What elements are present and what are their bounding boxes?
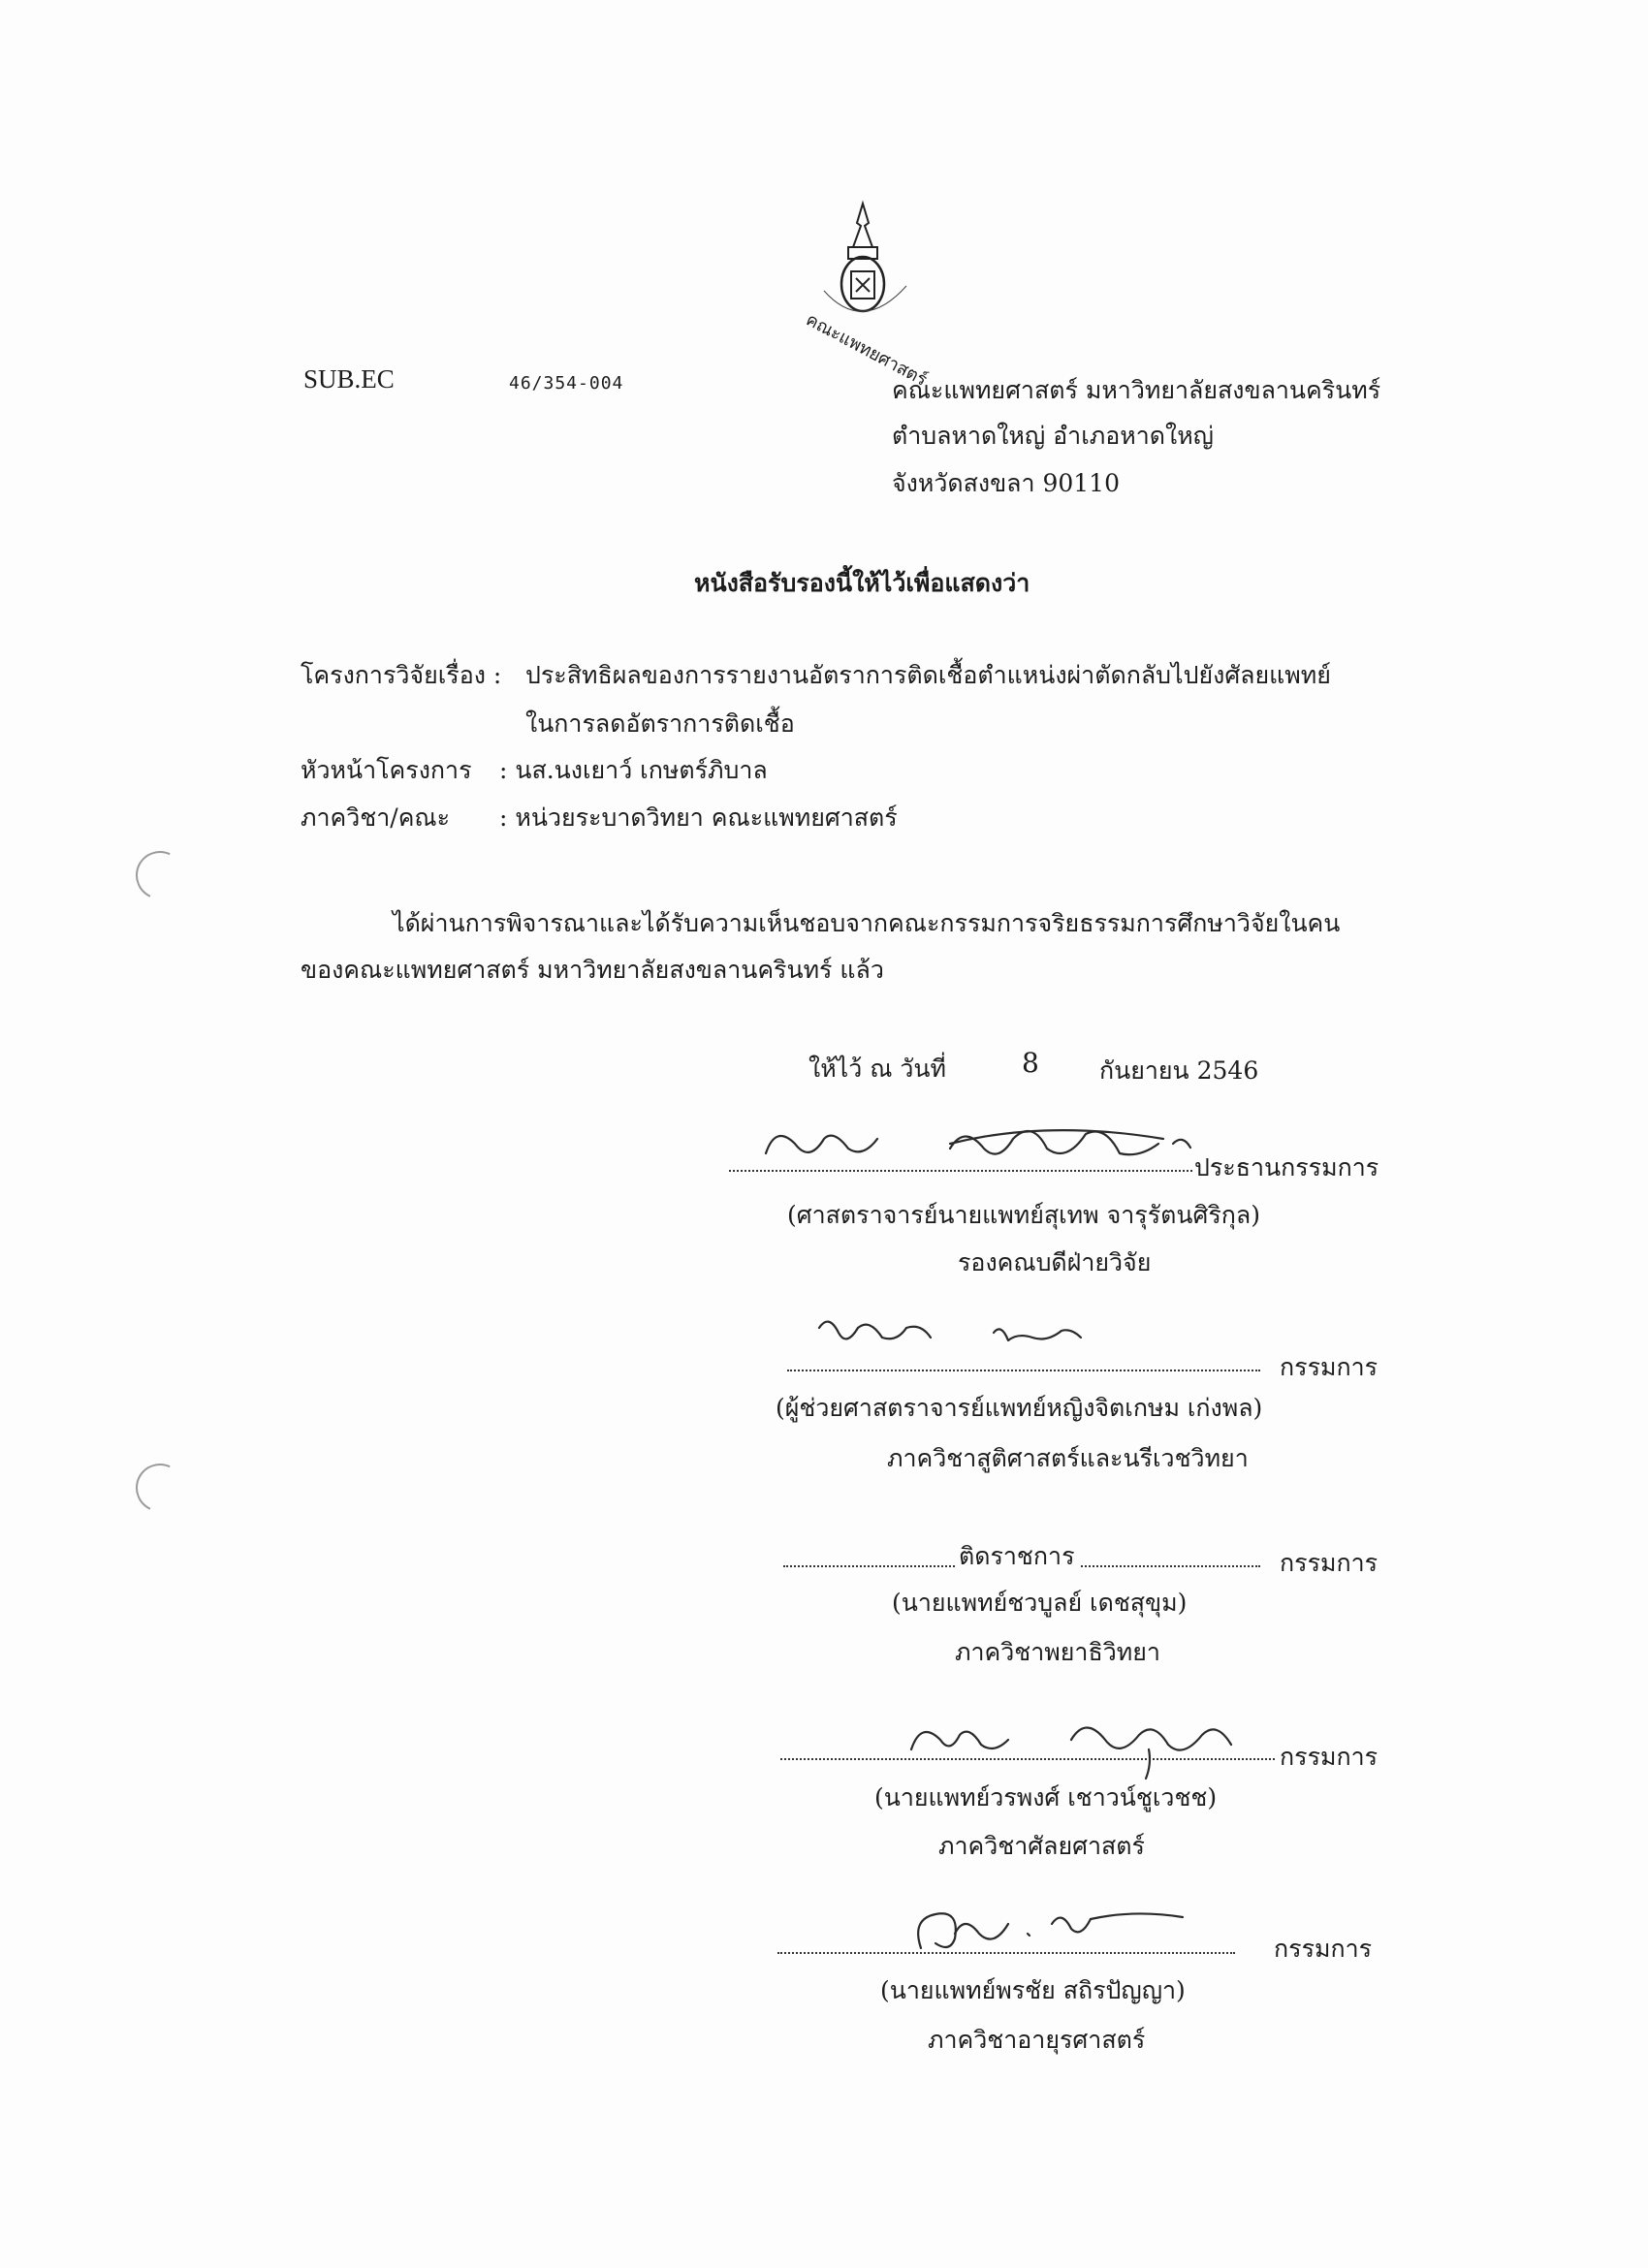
signatory-4-name: (นายแพทย์วรพงศ์ เชาวน์ชูเวชช) (874, 1783, 1218, 1811)
address-line-2: ตำบลหาดใหญ่ อำเภอหาดใหญ่ (892, 422, 1214, 450)
signature-line-5 (777, 1952, 1235, 1954)
address-line-1: คณะแพทยศาสตร์ มหาวิทยาลัยสงขลานครินทร์ (892, 376, 1381, 404)
project-title-line-1: ประสิทธิผลของการรายงานอัตราการติดเชื้อตำแหน่งผ่าตัดกลับไปยังศัลยแพทย์ (525, 661, 1331, 689)
signature-line-1 (729, 1170, 1192, 1172)
date-day: 8 (1022, 1047, 1039, 1079)
punch-hole-top (129, 844, 191, 906)
department-value: : หน่วยระบาดวิทยา คณะแพทยศาสตร์ (499, 803, 898, 832)
committee-signature-2 (809, 1304, 1120, 1371)
signatory-3-name: (นายแพทย์ชวบูลย์ เดชสุขุม) (892, 1589, 1188, 1617)
signatory-3-absence-note: ติดราชการ (955, 1540, 1079, 1573)
signatory-3-position: ภาควิชาพยาธิวิทยา (955, 1638, 1160, 1666)
project-leader-label: หัวหน้าโครงการ (301, 756, 472, 784)
project-title-label: โครงการวิจัยเรื่อง : (301, 661, 502, 689)
signature-line-2 (787, 1370, 1260, 1371)
signatory-4-position: ภาควิชาศัลยศาสตร์ (938, 1832, 1145, 1860)
signatory-4-role: กรรมการ (1280, 1743, 1379, 1771)
signatory-5-role: กรรมการ (1274, 1935, 1373, 1963)
signatory-3-role: กรรมการ (1280, 1549, 1379, 1577)
chairman-signature (756, 1105, 1221, 1192)
seal-caption: คณะแพทยศาสตร์ (802, 309, 931, 391)
signatory-5-position: ภาควิชาอายุรศาสตร์ (928, 2026, 1146, 2054)
reference-code: SUB.EC (303, 364, 395, 394)
committee-signature-4 (902, 1701, 1270, 1788)
punch-hole-bottom (129, 1457, 191, 1519)
committee-signature-5 (902, 1890, 1192, 1968)
address-line-3: จังหวัดสงขลา 90110 (892, 469, 1120, 497)
signature-line-4 (780, 1758, 1275, 1760)
signatory-2-role: กรรมการ (1280, 1353, 1379, 1381)
signatory-1-role: ประธานกรรมการ (1194, 1153, 1379, 1181)
project-leader-value: : นส.นงเยาว์ เกษตร์ภิบาล (499, 756, 768, 784)
signatory-2-position: ภาควิชาสูติศาสตร์และนรีเวชวิทยา (887, 1444, 1249, 1472)
signatory-1-name: (ศาสตราจารย์นายแพทย์สุเทพ จารุรัตนศิริกุล) (787, 1201, 1260, 1229)
approval-text-line-2: ของคณะแพทยศาสตร์ มหาวิทยาลัยสงขลานครินทร์ แล้ว (301, 956, 884, 984)
signatory-2-name: (ผู้ช่วยศาสตราจารย์แพทย์หญิงจิตเกษม เก่งพล) (776, 1394, 1263, 1422)
approval-text-line-1: ได้ผ่านการพิจารณาและได้รับความเห็นชอบจากคณะกรรมการจริยธรรมการศึกษาวิจัยในคน (393, 909, 1341, 937)
signatory-1-position: รองคณบดีฝ่ายวิจัย (958, 1248, 1152, 1276)
date-month-year: กันยายน 2546 (1099, 1056, 1259, 1085)
reference-number: 46/354-004 (509, 373, 624, 394)
date-prefix: ให้ไว้ ณ วันที่ (808, 1055, 946, 1083)
department-label: ภาควิชา/คณะ (301, 803, 451, 832)
signatory-5-name: (นายแพทย์พรชัย สถิรปัญญา) (880, 1976, 1186, 2004)
project-title-line-2: ในการลดอัตราการติดเชื้อ (525, 709, 795, 738)
certificate-heading: หนังสือรับรองนี้ให้ไว้เพื่อแสดงว่า (694, 569, 1030, 597)
